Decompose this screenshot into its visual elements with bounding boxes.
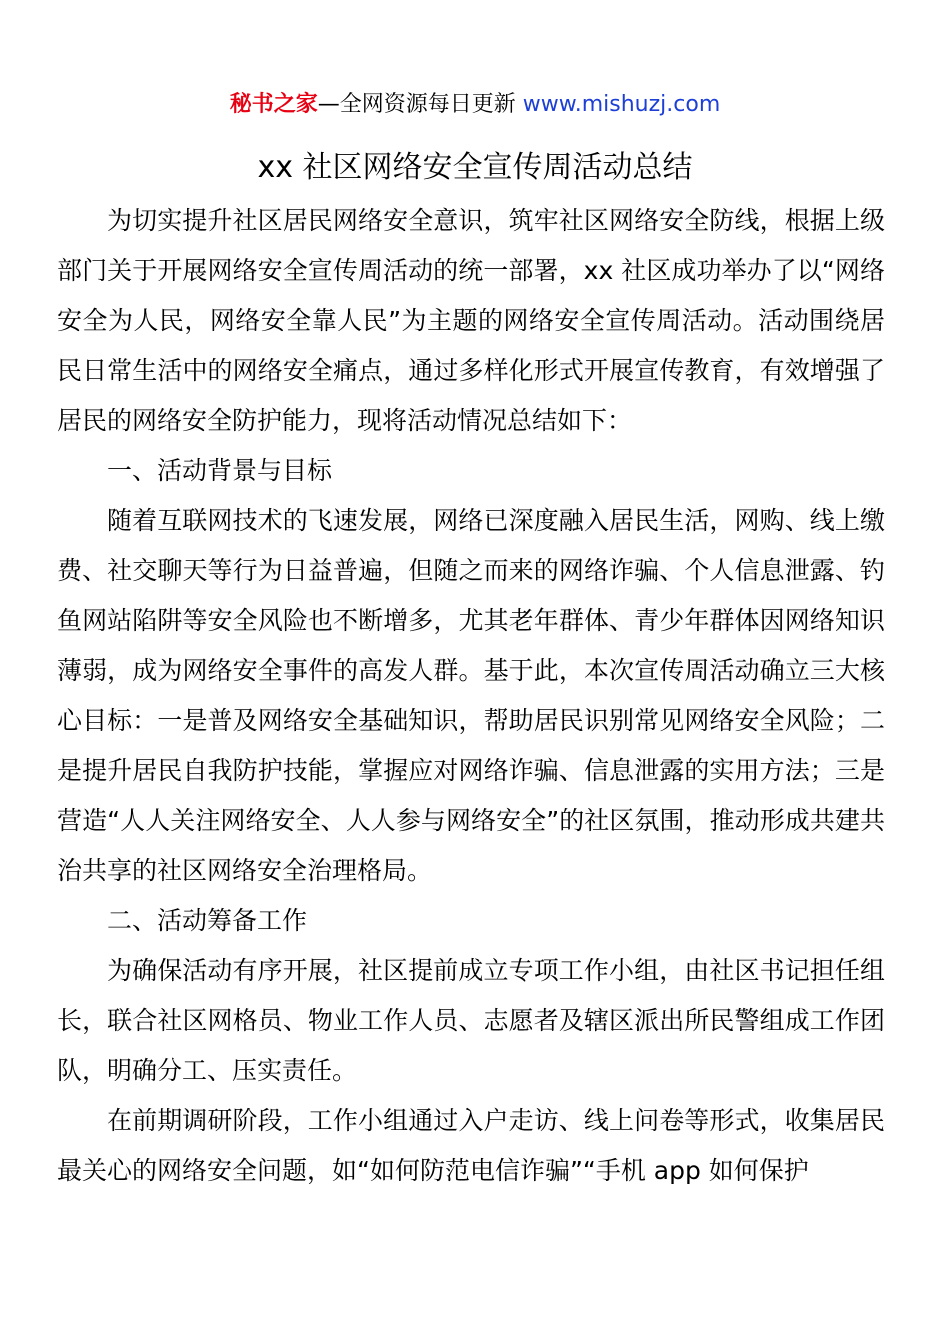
intro-paragraph: 为切实提升社区居民网络安全意识，筑牢社区网络安全防线，根据上级部门关于开展网络安全宣传周活动的统一部署，xx 社区成功举办了以“网络安全为人民，网络安全靠人民”为主题的网络安全宣传周活动。活动围绕居民日常生活中的网络安全痛点，通过多样化形式开展宣传教育，有效增强了居民的网络安全防护能力，现将活动情况总结如下： (57, 206, 885, 435)
header-tagline: —全网资源每日更新 (317, 92, 516, 117)
research-paragraph: 在前期调研阶段，工作小组通过入户走访、线上问卷等形式，收集居民最关心的网络安全问题，如“如何防范电信诈骗”“手机 app 如何保护 (57, 1106, 885, 1185)
brand-name: 秘书之家 (229, 92, 318, 117)
background-paragraph: 随着互联网技术的飞速发展，网络已深度融入居民生活，网购、线上缴费、社交聊天等行为日益普遍，但随之而来的网络诈骗、个人信息泄露、钓鱼网站陷阱等安全风险也不断增多，尤其老年群体、青少年群体因网络知识薄弱，成为网络安全事件的高发人群。基于此，本次宣传周活动确立三大核心目标：一是普及网络安全基础知识，帮助居民识别常见网络安全风险；二是提升居民自我防护技能，掌握应对网络诈骗、信息泄露的实用方法；三是营造“人人关注网络安全、人人参与网络安全”的社区氛围，推动形成共建共治共享的社区网络安全治理格局。 (57, 506, 885, 885)
document-body (57, 196, 885, 1196)
section-heading-preparation: 二、活动筹备工作 (107, 906, 308, 935)
site-header (0, 88, 950, 122)
preparation-paragraph: 为确保活动有序开展，社区提前成立专项工作小组，由社区书记担任组长，联合社区网格员、物业工作人员、志愿者及辖区派出所民警组成工作团队，明确分工、压实责任。 (57, 956, 885, 1085)
document-title: xx 社区网络安全宣传周活动总结 (257, 150, 693, 185)
section-heading-background-goals: 一、活动背景与目标 (107, 456, 333, 485)
site-url-link[interactable]: www.mishuzj.com (522, 92, 721, 117)
